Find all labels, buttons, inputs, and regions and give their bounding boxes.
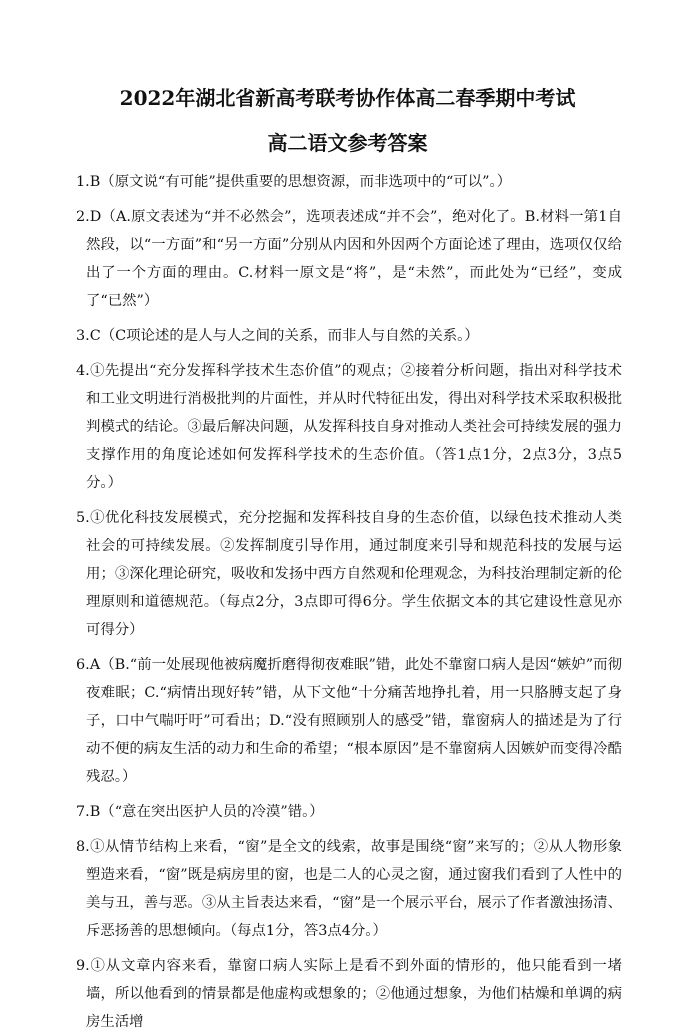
answer-item-8: 8.①从情节结构上来看，“窗”是全文的线索，故事是围绕“窗”来写的；②从人物形象塑造来看，“窗”既是病房里的窗，也是二人的心灵之窗，通过窗我们看到了人性中的美与丑，善与恶。③从主旨表达来看，“窗”是一个展示平台，展示了作者激浊扬清、斥恶扬善的思想倾向。（每点1分，答3点4分。） <box>76 839 622 939</box>
answer-item-7: 7.B（“意在突出医护人员的冷漠”错。） <box>76 804 324 820</box>
answer-item-2: 2.D（A.原文表述为“并不必然会”，选项表述成“并不会”，绝对化了。B.材料一第1自然段，以“一方面”和“另一方面”分别从内因和外因两个方面论述了理由，选项仅仅给出了一个方面的理由。C.材料一原文是“将”，是“未然”，而此处为“已经”，变成了“已然”） <box>76 209 622 309</box>
document-title: 2022年湖北省新高考联考协作体高二春季期中考试 <box>119 86 576 110</box>
answer-item-5: 5.①优化科技发展模式，充分挖掘和发挥科技自身的生态价值，以绿色技术推动人类社会的可持续发展。②发挥制度引导作用，通过制度来引导和规范科技的发展与运用；③深化理论研究，吸收和发扬中西方自然观和伦理观念，为科技治理制定新的伦理原则和道德规范。（每点2分，3点即可得6分。学生依据文本的其它建设性意见亦可得分） <box>76 510 622 638</box>
answer-list <box>76 168 622 1036</box>
answer-item-9: 9.①从文章内容来看，靠窗口病人实际上是看不到外面的情形的，他只能看到一堵墙，所以他看到的情景都是他虚构或想象的；②他通过想象，为他们枯燥和单调的病房生活增 <box>76 958 622 1030</box>
answer-item-3: 3.C（C项论述的是人与人之间的关系，而非人与自然的关系。） <box>76 328 479 344</box>
answer-item-6: 6.A（B.“前一处展现他被病魔折磨得彻夜难眠”错，此处不靠窗口病人是因“嫉妒”而彻夜难眠；C.“病情出现好转”错，从下文他“十分痛苦地挣扎着，用一只胳膊支起了身子，口中气喘吁吁”可看出；D.“没有照顾别人的感受”错，靠窗病人的描述是为了行动不便的病友生活的动力和生命的希望；“根本原因”是不靠窗病人因嫉妒而变得冷酷残忍。） <box>76 657 622 785</box>
answer-item-4: 4.①先提出“充分发挥科学技术生态价值”的观点；②接着分析问题，指出对科学技术和工业文明进行消极批判的片面性，并从时代特征出发，得出对科学技术采取积极批判模式的结论。③最后解决问题，从发挥科技自身对推动人类社会可持续发展的强力支撑作用的角度论述如何发挥科学技术的生态价值。（答1点1分，2点3分，3点5分。） <box>76 363 622 491</box>
answer-item-1: 1.B（原文说“有可能”提供重要的思想资源，而非选项中的“可以”。） <box>76 174 512 190</box>
document-subtitle: 高二语文参考答案 <box>267 131 428 155</box>
